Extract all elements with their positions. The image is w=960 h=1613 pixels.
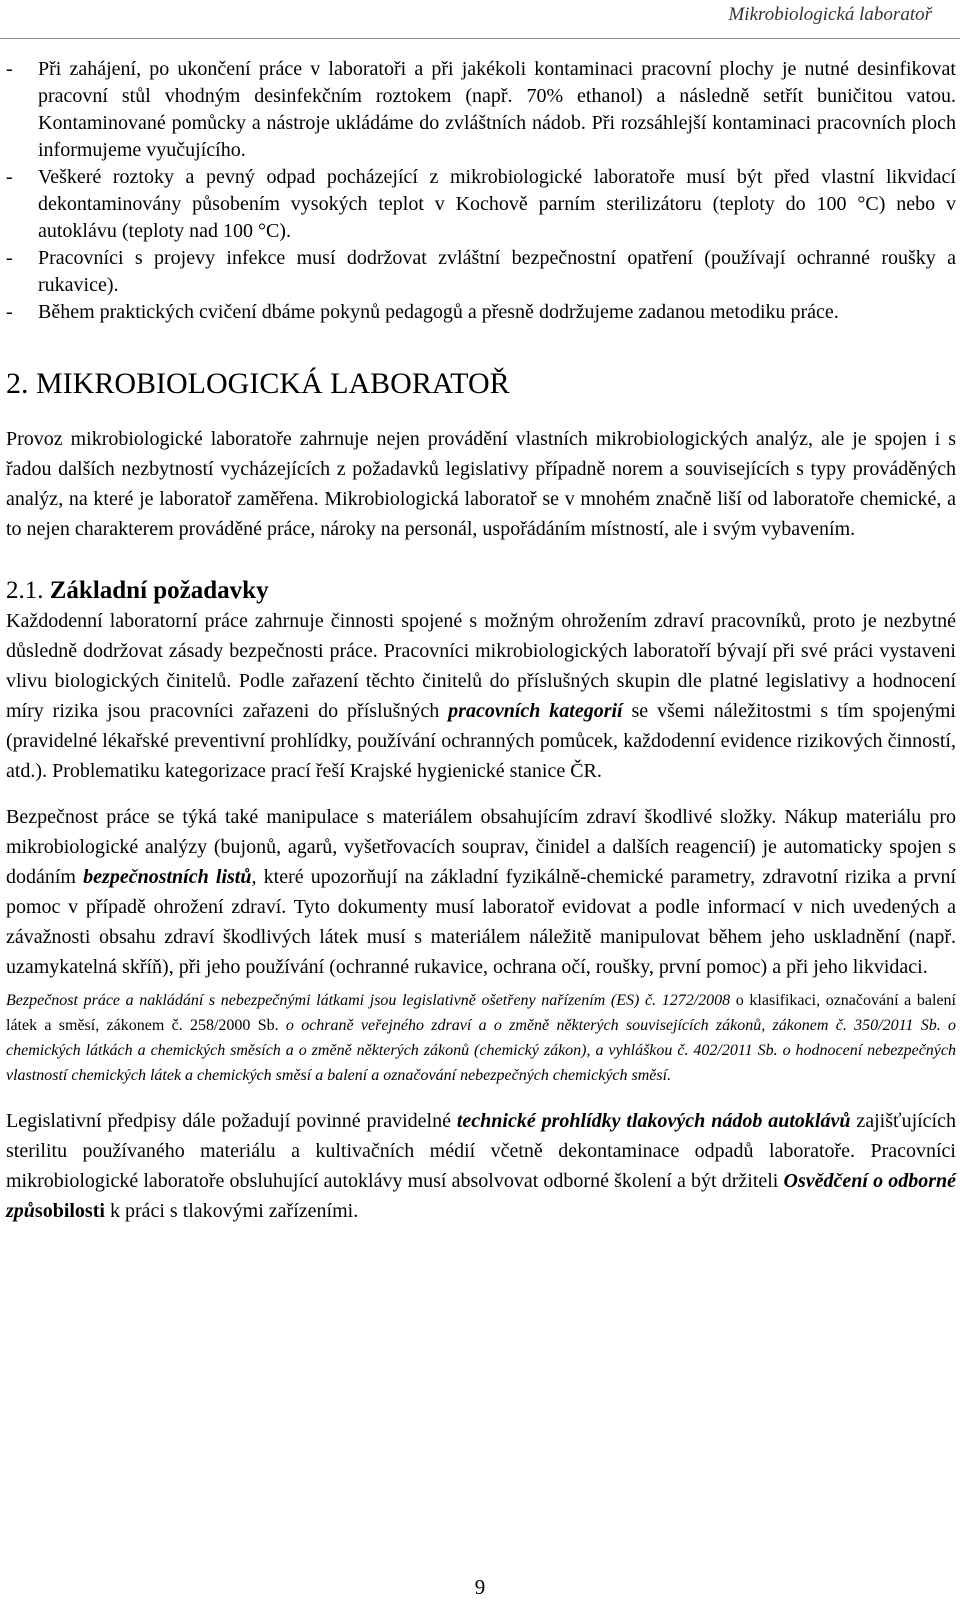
subsection-heading bbox=[6, 576, 956, 606]
emphasis-term: sobilosti bbox=[34, 1200, 105, 1222]
section-intro-paragraph: Provoz mikrobiologické laboratoře zahrnuje nejen provádění vlastních mikrobiologických analýz, ale je spojen i s řadou dalších nezbytností vycházejících z požadavků legislativy případně norem a souvisejících s typy prováděných analýz, na které je laboratoř zaměřena. Mikrobiologická laboratoř se v mnohém značně liší od laboratoře chemické, a to nejen charakterem prováděné práce, nároky na personál, uspořádáním místností, ale i svým vybavením. bbox=[6, 428, 956, 540]
emphasis-term: technické prohlídky tlakových nádob autoklávů bbox=[456, 1110, 851, 1132]
header-rule bbox=[0, 38, 960, 39]
paragraph-text: k práci s tlakovými zařízeními. bbox=[104, 1200, 359, 1222]
paragraph-text: Legislativní předpisy dále požadují povinné pravidelné bbox=[6, 1110, 457, 1132]
paragraph-text: , které upozorňují na základní fyzikálně-chemické parametry, zdravotní rizika a první pomoc v případě ohrožení zdraví. Tyto dokumenty musí laboratoř evidovat a podle informací v nich uvedených a závažnosti obsahu zdraví škodlivých látek musí s materiálem náležitě manipulovat během jeho uskladnění (např. uzamykatelná skříň), při jeho používání (ochranné rukavice, ochrana očí, roušky, první pomoc) a při jeho likvidaci. bbox=[6, 866, 957, 978]
paragraph-pressure-vessels bbox=[6, 1106, 956, 1226]
bullet-dash: - bbox=[6, 247, 13, 269]
legal-text: Bezpečnost práce a nakládání s nebezpečnými látkami jsou legislativně ošetřeny nařízením (ES) č. 1272/2008 bbox=[6, 992, 736, 1009]
paragraph-text: se všemi náležitostmi s tím spojenými (pravidelné lékařské preventivní prohlídky, používání ochranných pomůcek, každodenní evidence rizikových činností, atd.). Problematiku kategorizace prací řeší Krajské hygienické stanice ČR. bbox=[6, 700, 956, 782]
emphasis-term: bezpečnostních listů bbox=[83, 866, 252, 888]
running-header: Mikrobiologická laboratoř bbox=[728, 4, 932, 25]
bullet-text: Během praktických cvičení dbáme pokynů pedagogů a přesně dodržujeme zadanou metodiku práce. bbox=[38, 301, 839, 323]
paragraph-safety-sheets bbox=[6, 802, 956, 982]
paragraph-work-categories bbox=[6, 606, 956, 786]
paragraph-text: zajišťujících sterilitu používaného materiálu a kultivačních médií včetně dekontaminace odpadů laboratoře. Pracovníci mikrobiologické laboratoře obsluhující autoklávy musí absolvovat odborné školení a být držiteli bbox=[6, 1110, 956, 1192]
paragraph-text: Bezpečnost práce se týká také manipulace s materiálem obsahujícím zdraví škodlivé složky. Nákup materiálu pro mikrobiologické analýzy (bujonů, agarů, vyšetřovacích souprav, činidel a dalších reagencií) je automaticky spojen s dodáním bbox=[6, 806, 956, 888]
legal-text: o ochraně veřejného zdraví a o změně některých souvisejících zákonů, zákonem č. 350/2011 Sb. o chemických látkách a chemických směsích a o změně některých zákonů (chemický zákon), a vyhláškou č. 402/2011 Sb. o hodnocení nebezpečných vlastností chemických látek a chemických směsí a balení a označování nebezpečných chemických směsí. bbox=[6, 1017, 957, 1084]
list-item bbox=[6, 56, 956, 164]
bullet-text: Pracovníci s projevy infekce musí dodržovat zvláštní bezpečnostní opatření (používají ochranné roušky a rukavice). bbox=[38, 247, 956, 296]
page-number: 9 bbox=[474, 1575, 486, 1599]
subsection-number: 2.1. bbox=[6, 577, 44, 604]
subsection-title: Základní požadavky bbox=[49, 577, 269, 604]
bullet-text: Veškeré roztoky a pevný odpad pocházející z mikrobiologické laboratoře musí být před vlastní likvidací dekontaminovány působením vysokých teplot v Kochově parním sterilizátoru (teploty do 100 °C) nebo v autoklávu (teploty nad 100 °C). bbox=[38, 166, 956, 242]
list-item bbox=[6, 245, 956, 299]
page-content bbox=[6, 56, 956, 1226]
bullet-text: Při zahájení, po ukončení práce v laboratoři a při jakékoli kontaminaci pracovní plochy je nutné desinfikovat pracovní stůl vhodným desinfekčním roztokem (např. 70% ethanol) a následně setřít buničitou vatou. Kontaminované pomůcky a nástroje ukládáme do zvláštních nádob. Při rozsáhlejší kontaminaci pracovních ploch informujeme vyučujícího. bbox=[38, 58, 956, 161]
legislation-note bbox=[6, 988, 956, 1088]
bullet-dash: - bbox=[6, 166, 13, 188]
paragraph-text: Každodenní laboratorní práce zahrnuje činnosti spojené s možným ohrožením zdraví pracovníků, proto je nezbytné důsledně dodržovat zásady bezpečnosti práce. Pracovníci mikrobiologických laboratoří bývají při své práci vystaveni vlivu biologických činitelů. Podle zařazení těchto činitelů do příslušných skupin dle platné legislativy a hodnocení míry rizika jsou pracovníci zařazeni do příslušných bbox=[6, 610, 956, 722]
list-item bbox=[6, 299, 956, 326]
list-item bbox=[6, 164, 956, 245]
bullet-dash: - bbox=[6, 301, 13, 323]
legal-text: o klasifikaci, označování a balení látek a směsí, zákonem č. 258/2000 Sb. bbox=[6, 992, 957, 1034]
section-heading: 2. MIKROBIOLOGICKÁ LABORATOŘ bbox=[6, 367, 510, 400]
emphasis-term: Osvědčení o odborné způ bbox=[6, 1170, 956, 1222]
bullet-list bbox=[6, 56, 956, 326]
bullet-dash: - bbox=[6, 58, 13, 80]
emphasis-term: pracovních kategorií bbox=[448, 700, 623, 722]
